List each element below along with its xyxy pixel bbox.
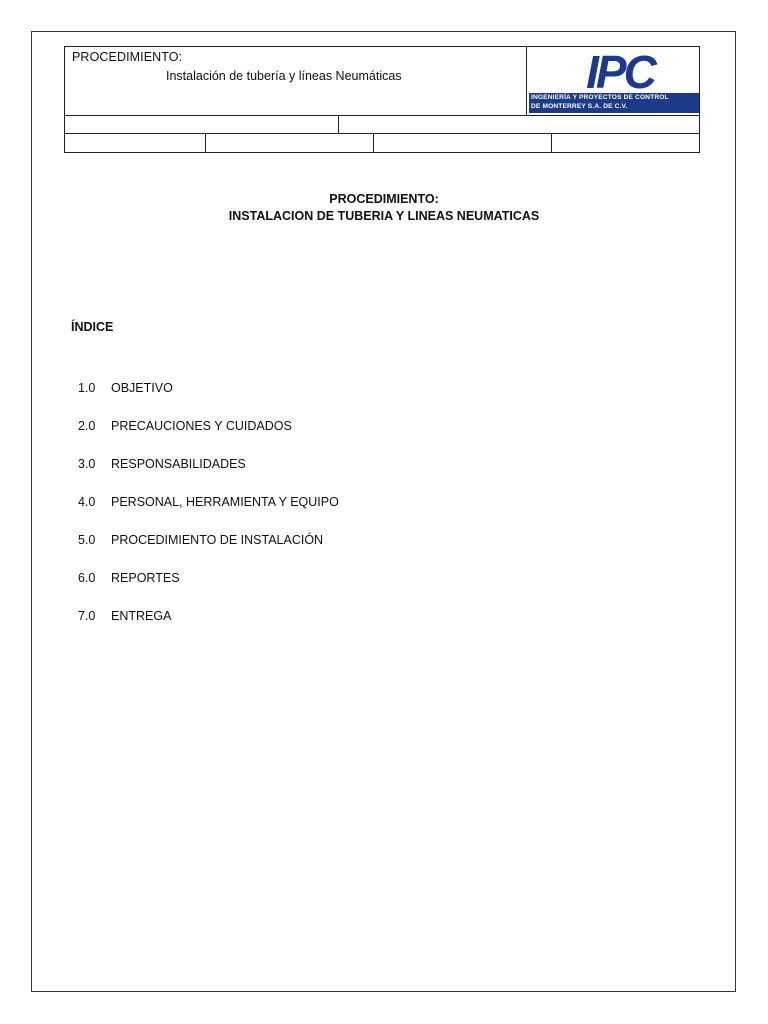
header-row-3-divider-3 — [551, 134, 552, 152]
toc-item-number: 6.0 — [78, 571, 96, 585]
header-row-3 — [64, 134, 700, 153]
toc-item-label: PERSONAL, HERRAMIENTA Y EQUIPO — [111, 495, 339, 509]
toc-item-label: PROCEDIMIENTO DE INSTALACIÓN — [111, 533, 324, 547]
document-header-table — [64, 46, 700, 153]
logo-company-band — [529, 93, 699, 113]
toc-item-label: ENTREGA — [111, 609, 172, 623]
logo-company-line2: DE MONTERREY S.A. DE C.V. — [531, 102, 628, 110]
toc-item-number: 7.0 — [78, 609, 96, 623]
toc-item-number: 3.0 — [78, 457, 96, 471]
toc-item-label: REPORTES — [111, 571, 180, 585]
toc-item-number: 5.0 — [78, 533, 96, 547]
page-border — [31, 31, 736, 992]
header-row-3-divider-1 — [205, 134, 206, 152]
ipc-logo-mark — [575, 49, 665, 93]
index-heading: ÍNDICE — [71, 320, 114, 334]
document-title-line2: INSTALACION DE TUBERIA Y LINEAS NEUMATICAS — [228, 209, 540, 223]
header-procedure-subtitle: Instalación de tubería y líneas Neumáticas — [166, 69, 402, 83]
toc-item-number: 4.0 — [78, 495, 96, 509]
header-row-3-divider-2 — [373, 134, 374, 152]
toc-item-label: OBJETIVO — [111, 381, 173, 395]
header-procedure-label: PROCEDIMIENTO: — [72, 50, 183, 64]
header-row-2-divider — [338, 116, 339, 133]
header-title-cell — [65, 47, 527, 115]
toc-item-label: RESPONSABILIDADES — [111, 457, 246, 471]
logo-brand-text: IPC — [586, 49, 654, 93]
toc-item-number: 2.0 — [78, 419, 96, 433]
company-logo — [527, 47, 699, 115]
document-title-line1: PROCEDIMIENTO: — [329, 192, 439, 206]
header-row-title — [64, 46, 700, 116]
toc-item-label: PRECAUCIONES Y CUIDADOS — [111, 419, 292, 433]
toc-item-number: 1.0 — [78, 381, 96, 395]
header-row-2 — [64, 116, 700, 134]
logo-company-line1: INGENIERÍA Y PROYECTOS DE CONTROL — [531, 94, 669, 101]
